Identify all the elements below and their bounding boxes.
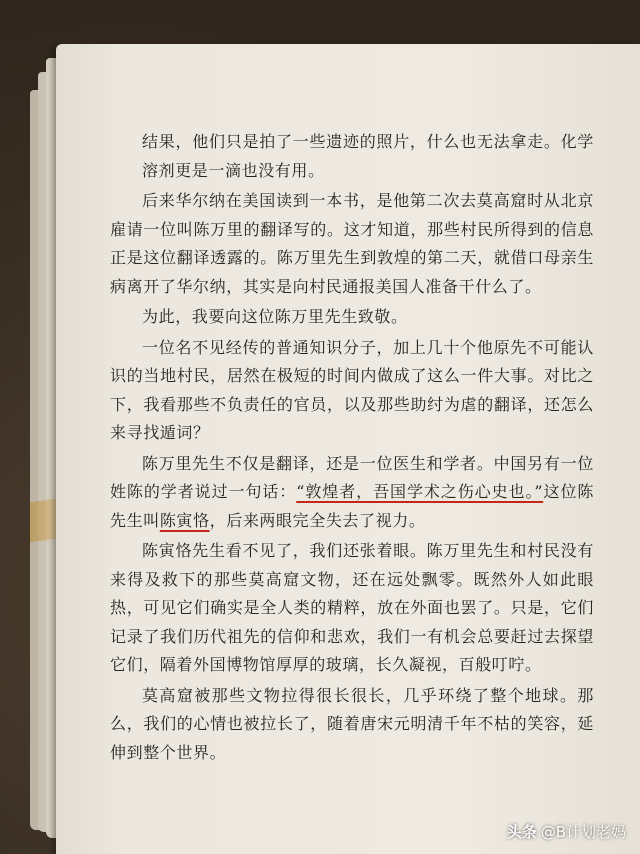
- paragraph: 一位名不见经传的普通知识分子，加上几十个他原先不可能认识的当地村民，居然在极短的时间内做成了这么一件大事。对比之下，我看那些不负责任的官员，以及那些助纣为虐的翻译，还怎么来寻找遁词？: [110, 337, 594, 442]
- paragraph: [110, 450, 594, 536]
- paragraph: 后来华尔纳在美国读到一本书，是他第二次去莫高窟时从北京雇请一位叫陈万里的翻译写的。这才知道，那些村民所得到的信息正是这位翻译透露的。陈万里先生到敦煌的第二天，就借口母亲生病离开了华尔纳，其实是向村民通报美国人准备干什么了。: [110, 191, 594, 296]
- paragraph-text: ，后来两眼完全失去了视力。: [209, 510, 426, 530]
- watermark-account: @B计划老妈: [540, 823, 626, 841]
- underlined-quote: “敦煌者，吾国学术之伤心史也。”: [296, 482, 544, 501]
- paragraph: 结果，他们只是拍了一些遗迹的照片，什么也无法拿走。化学溶剂更是一滴也没有用。: [142, 132, 594, 180]
- paragraph: 为此，我要向这位陈万里先生致敬。: [142, 307, 408, 326]
- toutiao-logo: 头条: [506, 823, 537, 841]
- paragraph: 陈寅恪先生看不见了，我们还张着眼。陈万里先生和村民没有来得及救下的那些莫高窟文物，还在远处飘零。既然外人如此眼热，可见它们确实是全人类的精粹，放在外面也罢了。只是，它们记录了我们历代祖先的信仰和悲欢，我们一有机会总要赶过去探望它们，隔着外国博物馆厚厚的玻璃，长久凝视，百般叮咛。: [110, 541, 594, 674]
- paragraph: 莫高窟被那些文物拉得很长很长，几乎环绕了整个地球。那么，我们的心情也被拉长了，随着唐宋元明清千年不枯的笑容，延伸到整个世界。: [110, 685, 594, 762]
- underlined-name: 陈寅恪: [159, 510, 210, 530]
- page-text: [110, 128, 594, 769]
- paragraph-text: 这位陈先生叫: [110, 482, 594, 530]
- paragraph-text: 陈万里先生不仅是翻译，还是一位医生和学者。中国另有一位姓陈的学者说过一句话：: [110, 453, 594, 501]
- watermark: [507, 821, 626, 842]
